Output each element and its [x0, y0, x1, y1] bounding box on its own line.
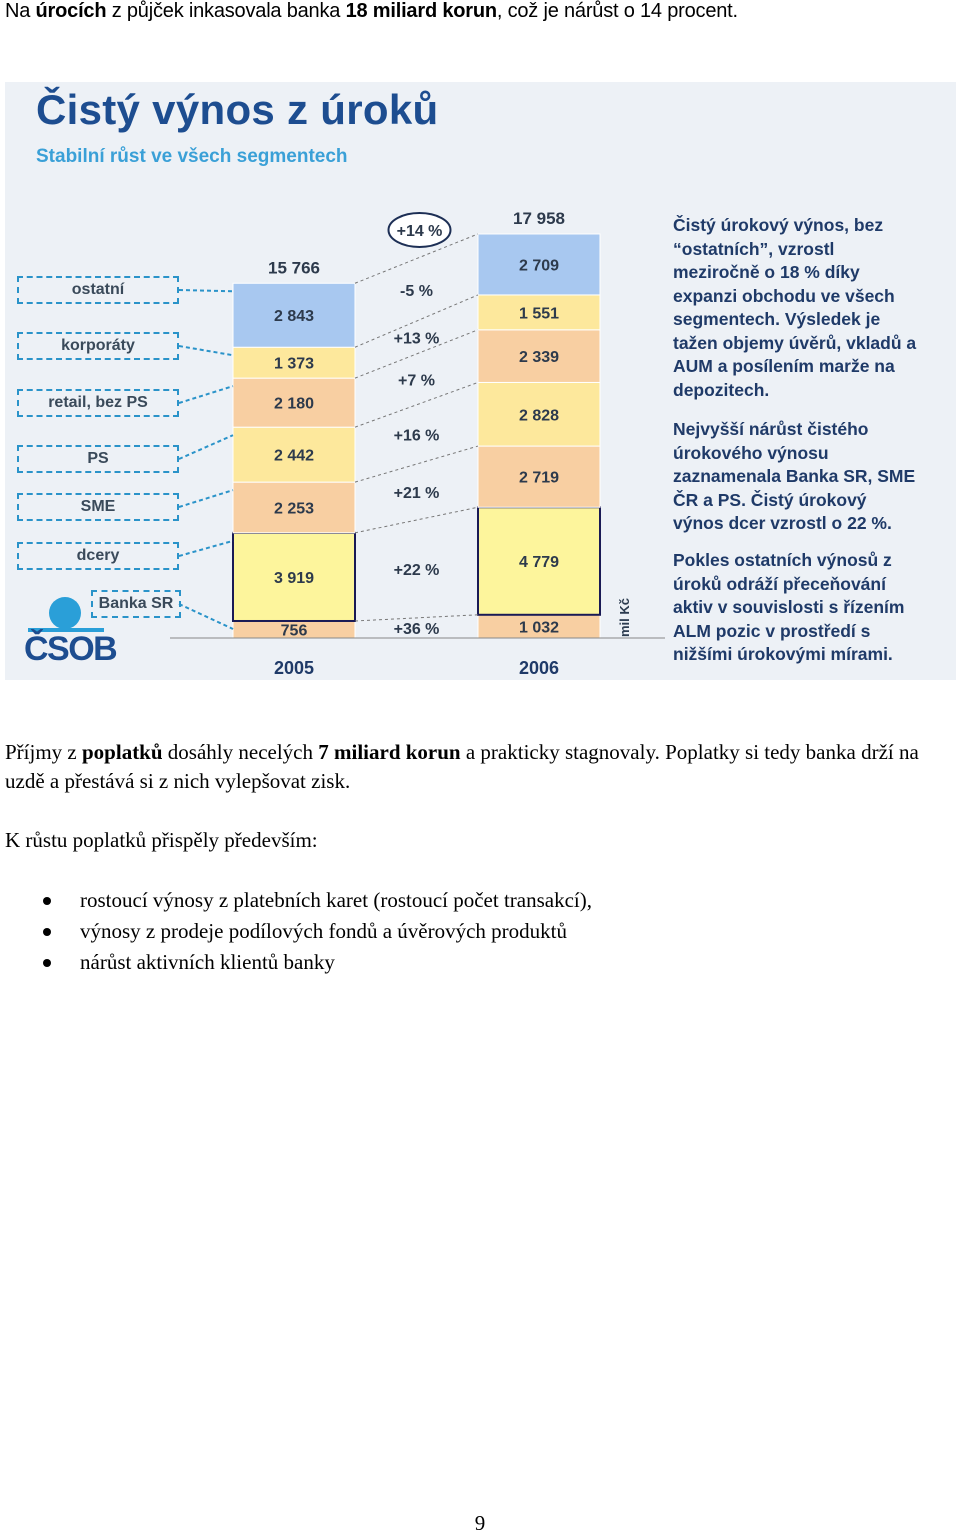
list-item: rostoucí výnosy z platebních karet (rostoucí počet transakcí),	[40, 885, 592, 916]
legend-leader-retail	[179, 386, 233, 403]
legend-leader-dcery	[179, 541, 233, 556]
data-label-ps-2005: 2 442	[273, 447, 315, 465]
data-label-retail-2006: 2 339	[518, 349, 560, 367]
fees-paragraph	[5, 738, 935, 796]
note-overall: Čistý úrokový výnos, bez “ostatních”, vzrostl meziročně o 18 % díky expanzi obchodu ve všech segmentech. Výsledek je tažen objemy úvěrů, vkladů a AUM a posílením marže na depozitech.	[673, 215, 917, 400]
data-label-sme-2005: 2 253	[273, 500, 315, 518]
text-run: , což je nárůst o 14 procent.	[496, 0, 738, 22]
legend-leader-ostatni	[179, 290, 233, 291]
data-label-korporaty-2005: 1 373	[273, 355, 315, 373]
legend-item-ostatni: ostatní	[17, 276, 179, 304]
change-label-retail: +7 %	[398, 372, 435, 390]
change-label-dcery: +22 %	[393, 561, 440, 579]
legend-item-sme: SME	[17, 493, 179, 521]
slide-subtitle: Stabilní růst ve všech segmentech	[36, 146, 348, 167]
legend-item-banka_sr: Banka SR	[91, 590, 181, 618]
data-label-dcery-2005: 3 919	[273, 569, 315, 587]
total-label-2005: 15 766	[268, 258, 320, 278]
text-run: z půjček inkasovala banka	[106, 0, 346, 22]
logo-mark-icon	[49, 597, 81, 629]
data-label-korporaty-2006: 1 551	[518, 305, 560, 323]
intro-paragraph	[5, 0, 738, 26]
change-label-sme: +21 %	[393, 485, 440, 503]
data-label-dcery-2006: 4 779	[518, 554, 560, 572]
page-number: 9	[474, 1511, 486, 1535]
x-tick-2006: 2006	[518, 658, 560, 678]
csob-logo: ČSOB	[24, 630, 117, 668]
growth-intro: K růstu poplatků přispěly především:	[5, 828, 318, 852]
change-label-korporaty: +13 %	[393, 330, 440, 348]
data-label-retail-2005: 2 180	[273, 395, 315, 413]
unit-label: mil Kč	[617, 597, 633, 638]
change-label-ps: +16 %	[393, 427, 440, 445]
text-run: a prakticky stagnovaly. Poplatky si tedy banka drží na uzdě a přestává si z nich vylepšovat zisk.	[5, 740, 919, 793]
data-label-banka_sr-2006: 1 032	[518, 619, 560, 637]
legend-item-ps: PS	[17, 445, 179, 473]
data-label-ps-2006: 2 828	[518, 407, 560, 425]
x-tick-2005: 2005	[273, 658, 315, 678]
growth-factors-list	[40, 885, 592, 978]
legend-leader-banka_sr	[179, 604, 233, 629]
legend-leader-sme	[179, 490, 233, 507]
list-item: výnosy z prodeje podílových fondů a úvěrových produktů	[40, 916, 592, 947]
text-run: Na	[5, 0, 36, 22]
connector-sme	[355, 446, 478, 482]
total-label-2006: 17 958	[513, 208, 565, 228]
bold-run: poplatků	[82, 740, 163, 764]
legend-item-korporaty: korporáty	[17, 332, 179, 360]
connector-dcery	[355, 507, 478, 533]
bold-run: 7 miliard korun	[318, 740, 461, 764]
legend-leader-korporaty	[179, 346, 233, 355]
text-run: Příjmy z	[5, 740, 82, 764]
note-segments: Nejvyšší nárůst čistého úrokového výnosu zaznamenala Banka SR, SME ČR a PS. Čistý úrokový výnos dcer vzrostl o 22 %.	[673, 419, 916, 533]
data-label-sme-2006: 2 719	[518, 469, 560, 487]
data-label-banka_sr-2005: 756	[280, 622, 308, 640]
data-label-ostatni-2006: 2 709	[518, 257, 560, 275]
change-label-banka_sr: +36 %	[393, 620, 440, 638]
total-change-label: +14 %	[396, 222, 443, 240]
text-run: dosáhly necelých	[162, 740, 319, 764]
interest-income-slide	[5, 82, 956, 680]
legend-item-retail: retail, bez PS	[17, 389, 179, 417]
legend-item-dcery: dcery	[17, 542, 179, 570]
legend-leader-ps	[179, 435, 233, 459]
note-other: Pokles ostatních výnosů z úroků odráží přeceňování aktiv v souvislosti s řízením ALM pozic v prostředí s nižšími úrokovými mírami.	[673, 550, 905, 664]
change-label-ostatni: -5 %	[400, 282, 433, 300]
bold-run: 18 miliard korun	[345, 0, 497, 22]
slide-title: Čistý výnos z úroků	[36, 86, 439, 133]
list-item: nárůst aktivních klientů banky	[40, 947, 592, 978]
data-label-ostatni-2005: 2 843	[273, 308, 315, 326]
bold-run: úrocích	[35, 0, 107, 22]
